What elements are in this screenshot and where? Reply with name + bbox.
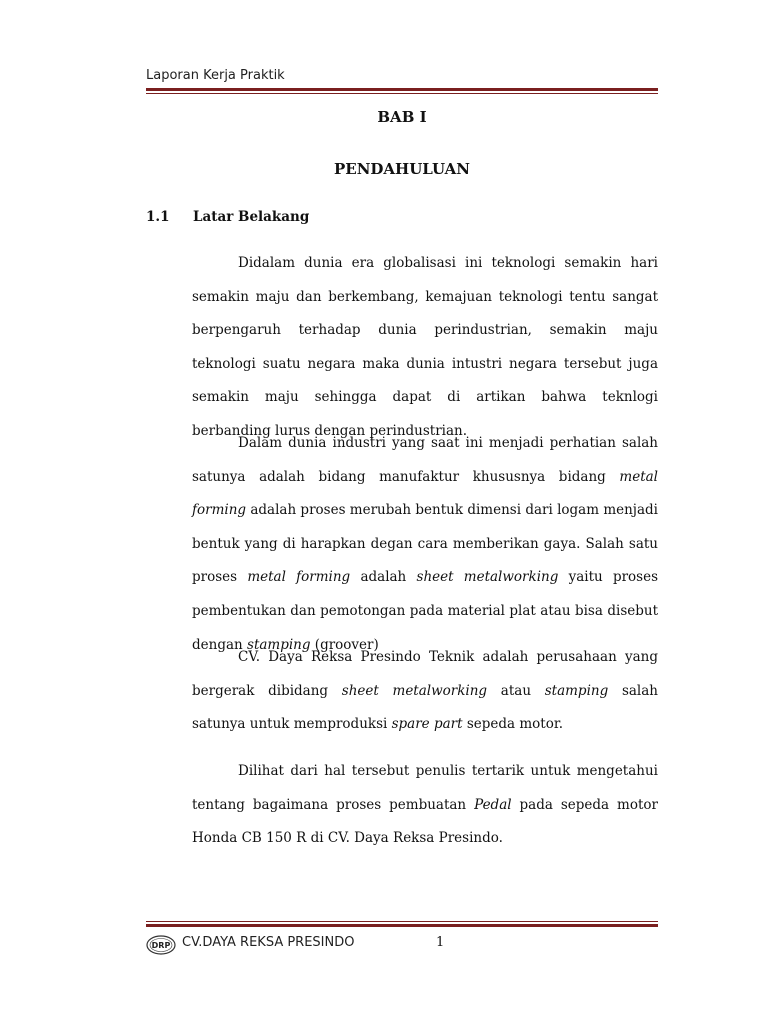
footer-rule-thick (146, 924, 658, 927)
paragraph-2 (192, 427, 658, 662)
paragraph-4 (192, 755, 658, 856)
logo-text: DRP (151, 941, 171, 950)
text-run: yaitu proses pembentukan dan pemotongan pada material plat atau bisa disebut dengan (192, 569, 659, 653)
paragraph-1 (192, 247, 658, 449)
page-number: 1 (436, 935, 445, 950)
italic-term: sheet metalworking (341, 682, 488, 699)
text-run: salah satunya untuk memproduksi (192, 682, 658, 733)
text-run: adalah (350, 569, 417, 586)
header-rule-thin (146, 93, 658, 94)
italic-term: stamping (247, 636, 311, 653)
header-rule-thick (146, 88, 658, 91)
footer-rule-thin (146, 921, 658, 922)
italic-term: metal forming (247, 569, 351, 586)
italic-term: stamping (544, 682, 609, 699)
text-run: Dilihat dari hal tersebut penulis tertarik untuk mengetahui tentang bagaimana proses pembuatan (192, 763, 658, 813)
text-run: adalah proses merubah bentuk dimensi dari logam menjadi bentuk yang di harapkan degan cara memberikan gaya. Salah satu proses (192, 502, 658, 586)
text-run: atau (487, 682, 545, 699)
text-run: Dalam dunia industri yang saat ini menjadi perhatian salah satunya adalah bidang manufaktur khususnya bidang (192, 435, 658, 485)
company-logo (146, 935, 176, 955)
text-run: (groover) (310, 636, 379, 653)
text-run: sepeda motor. (462, 716, 564, 733)
text-run: CV. Daya Reksa Presindo Teknik adalah perusahaan yang bergerak dibidang (192, 649, 658, 699)
section-number: 1.1 (146, 209, 170, 225)
chapter-title: PENDAHULUAN (333, 160, 471, 178)
italic-term: sheet metalworking (416, 569, 559, 586)
chapter-number: BAB I (377, 108, 427, 126)
section-title: Latar Belakang (193, 209, 310, 225)
header-title: Laporan Kerja Praktik (146, 68, 285, 83)
paragraph-3 (192, 641, 658, 742)
text-run: Didalam dunia era globalisasi ini teknologi semakin hari semakin maju dan berkembang, kemajuan teknologi tentu sangat berpengaruh terhadap dunia perindustrian, semakin maju teknologi suatu negara maka dunia intustri negara tersebut juga semakin maju sehingga dapat di artikan bahwa teknlogi berbanding lurus dengan perindustrian. (192, 255, 658, 439)
italic-term: metal forming (192, 468, 658, 519)
italic-term: Pedal (474, 796, 512, 813)
text-run: pada sepeda motor Honda CB 150 R di CV. Daya Reksa Presindo. (192, 796, 658, 847)
italic-term: spare part (391, 716, 463, 733)
footer-company: CV.DAYA REKSA PRESINDO (182, 935, 355, 950)
